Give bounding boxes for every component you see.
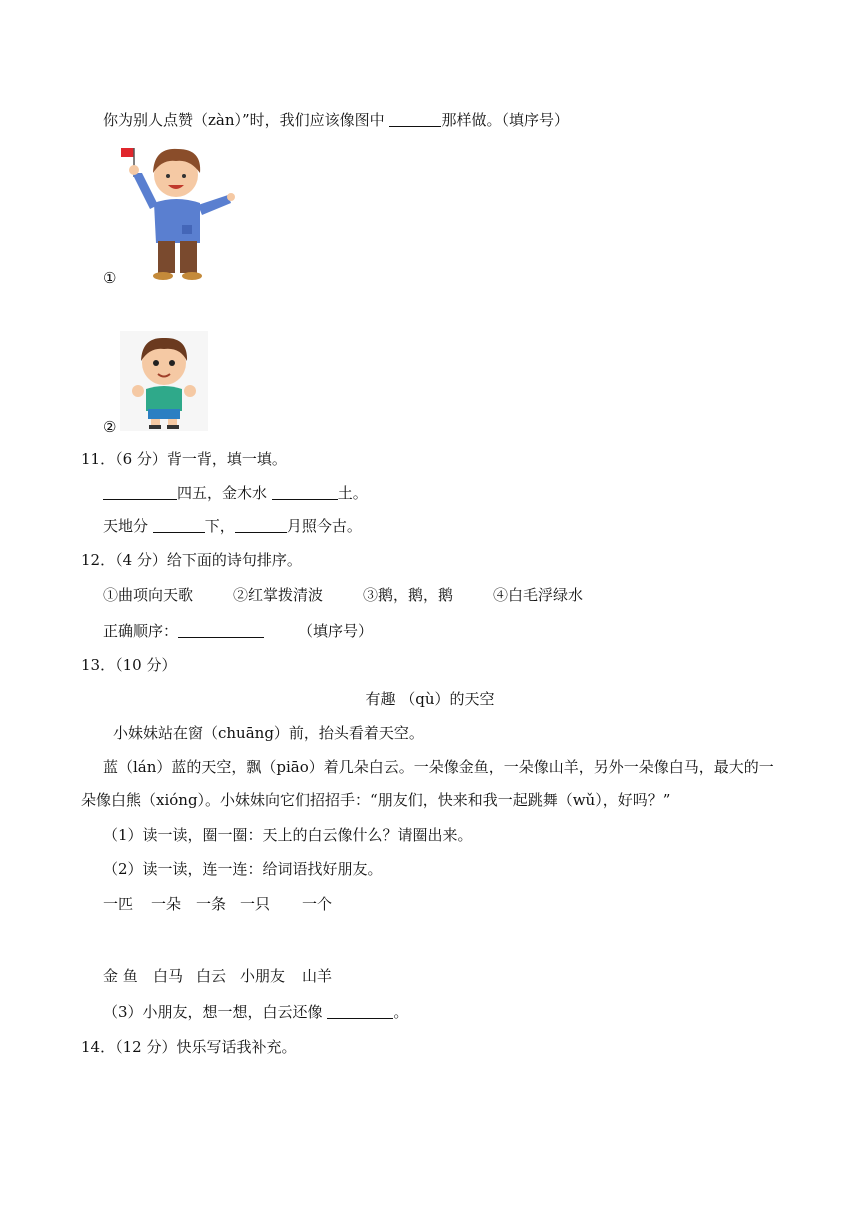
- noun-word-3[interactable]: 白云: [196, 967, 227, 985]
- measure-word-4[interactable]: 一只: [240, 895, 271, 913]
- measure-word-5[interactable]: 一个: [302, 895, 333, 913]
- noun-word-5[interactable]: 山羊: [302, 967, 333, 985]
- q11-line-2: 天地分 下， 月照今古。: [103, 517, 362, 535]
- q11-header: 11．（6 分）背一背，填一填。: [81, 450, 287, 468]
- q12-answer-line: 正确顺序： （填序号）: [103, 622, 374, 640]
- figure-2-label[interactable]: ②: [103, 418, 117, 436]
- q11-blank-1[interactable]: [103, 483, 177, 500]
- q13-sub-2: （2）读一读，连一连：给词语找好朋友。: [103, 860, 383, 878]
- q13-sub-3-blank[interactable]: [327, 1002, 393, 1019]
- measure-word-3[interactable]: 一条: [196, 895, 227, 913]
- q13-sub-3: （3）小朋友，想一想，白云还像 。: [103, 1003, 409, 1021]
- q12-option-4: ④白毛浮绿水: [493, 586, 584, 604]
- q11-line-1: 四五，金木水 土。: [103, 483, 368, 503]
- figure-1-label[interactable]: ①: [103, 269, 117, 287]
- q13-sub-1: （1）读一读，圈一圈：天上的白云像什么？请圈出来。: [103, 826, 473, 844]
- noun-word-2[interactable]: 白马: [153, 967, 184, 985]
- q12-header: 12．（4 分）给下面的诗句排序。: [81, 551, 302, 569]
- q13-header: 13．（10 分）: [81, 656, 177, 674]
- q11-blank-2[interactable]: [272, 483, 338, 500]
- intro-line: 你为别人点赞（zàn）”时，我们应该像图中 那样做。（填序号）: [103, 111, 569, 129]
- q11-blank-4[interactable]: [235, 516, 287, 533]
- boy-thumbs-up-icon: [120, 331, 208, 431]
- noun-word-4[interactable]: 小朋友: [240, 967, 286, 985]
- measure-word-1[interactable]: 一匹: [103, 895, 134, 913]
- figure-2: [120, 331, 208, 431]
- passage-para-2b: 朵像白熊（xióng）。小妹妹向它们招招手：“朋友们，快来和我一起跳舞（wǔ），好吗？”: [81, 791, 671, 809]
- q12-answer-blank[interactable]: [178, 621, 264, 638]
- q12-option-1: ①曲项向天歌: [103, 586, 194, 604]
- figure-1: [118, 143, 238, 283]
- passage-para-1: 小妹妹站在窗（chuāng）前，抬头看着天空。: [113, 724, 424, 742]
- noun-word-1[interactable]: 金 鱼: [103, 967, 138, 985]
- measure-word-2[interactable]: 一朵: [151, 895, 182, 913]
- q11-blank-3[interactable]: [153, 516, 205, 533]
- passage-para-2a: 蓝（lán）蓝的天空，飘（piāo）着几朵白云。一朵像金鱼，一朵像山羊，另外一朵像白马，最大的一: [103, 758, 774, 776]
- q14-header: 14．（12 分）快乐写话我补充。: [81, 1038, 297, 1056]
- answer-blank-intro[interactable]: [389, 110, 441, 127]
- boy-raising-flag-icon: [118, 143, 238, 283]
- q12-option-2: ②红掌拨清波: [233, 586, 324, 604]
- q12-option-3: ③鹅，鹅，鹅: [363, 586, 454, 604]
- passage-title: 有趣 （qù）的天空: [365, 690, 495, 708]
